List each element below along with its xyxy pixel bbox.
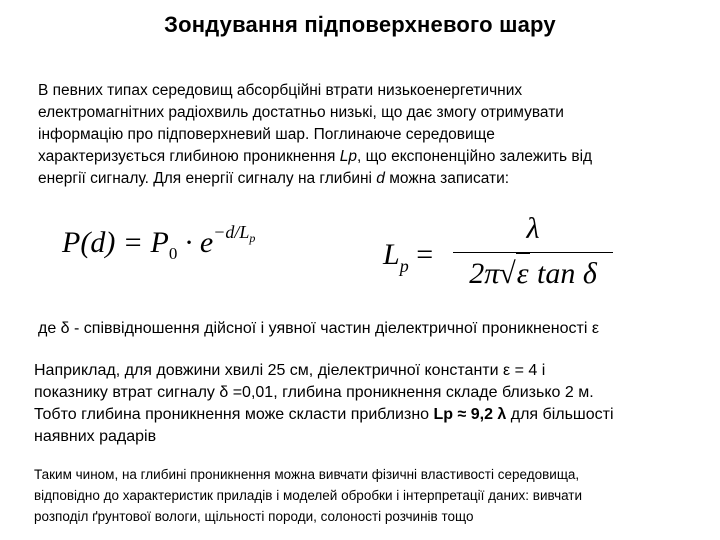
depth-symbol: d — [376, 170, 385, 187]
example-paragraph — [34, 360, 694, 448]
exponent-text: −d/L — [213, 222, 250, 242]
depth-formula-symbol: L — [383, 238, 400, 271]
depth-formula-lhs — [383, 238, 433, 277]
example-line: наявних радарів — [34, 428, 157, 445]
intro-line: інформацію про підповерхневий шар. Поглинаюче середовище — [38, 126, 495, 143]
denominator-part: 2π — [469, 257, 500, 290]
intro-line: В певних типах середовищ абсорбційні втрати низькоенергетичних — [38, 82, 523, 99]
depth-formula-denominator — [453, 253, 613, 294]
exponent-subscript: p — [249, 231, 256, 245]
example-line: Наприклад, для довжини хвилі 25 см, діелектричної константи ε = 4 і — [34, 362, 546, 379]
power-formula-exponent — [213, 222, 256, 245]
depth-formula-numerator: λ — [526, 212, 540, 245]
sqrt-argument: ε — [516, 253, 530, 294]
penetration-depth-symbol: Lp — [339, 148, 357, 165]
intro-line — [38, 168, 698, 190]
intro-text: характеризується глибиною проникнення — [38, 148, 340, 165]
intro-text: енергії сигналу. Для енергії сигналу на глибині — [38, 170, 377, 187]
power-formula — [62, 222, 255, 264]
depth-formula-subscript: p — [399, 256, 409, 276]
conclusion-line: Таким чином, на глибині проникнення можна вивчати фізичні властивості середовища, — [34, 467, 580, 482]
power-formula-lhs: P(d) = P — [62, 226, 169, 259]
definition-text: де δ - співвідношення дійсної і уявної частин діелектричної проникненості ε — [38, 320, 599, 337]
intro-text: можна записати: — [384, 170, 510, 187]
example-text: для більшості — [506, 406, 614, 423]
intro-text: , що експоненційно залежить від — [356, 148, 593, 165]
intro-line: електромагнітних радіохвиль достатньо низькі, що дає змогу отримувати — [38, 104, 564, 121]
example-result: Lp ≈ 9,2 λ — [433, 406, 507, 423]
denominator-part: tan δ — [529, 257, 597, 290]
power-formula-subscript: 0 — [168, 244, 178, 263]
example-line: показнику втрат сигналу δ =0,01, глибина проникнення складе близько 2 м. — [34, 384, 594, 401]
sqrt-sign: √ — [499, 257, 516, 290]
power-formula-exp-base: · e — [177, 226, 214, 259]
conclusion-paragraph — [34, 464, 694, 527]
slide-title: Зондування підповерхневого шару — [164, 12, 556, 37]
conclusion-line: розподіл ґрунтової вологи, щільності породи, солоності розчинів тощо — [34, 509, 474, 524]
intro-line — [38, 146, 698, 168]
depth-formula-equals: = — [408, 238, 434, 271]
depth-formula-fraction — [453, 212, 613, 294]
example-line — [34, 404, 694, 426]
conclusion-line: відповідно до характеристик приладів і моделей обробки і інтерпретації даних: вивчати — [34, 488, 583, 503]
intro-paragraph — [38, 80, 698, 190]
example-text: Тобто глибина проникнення може скласти приблизно — [34, 406, 434, 423]
